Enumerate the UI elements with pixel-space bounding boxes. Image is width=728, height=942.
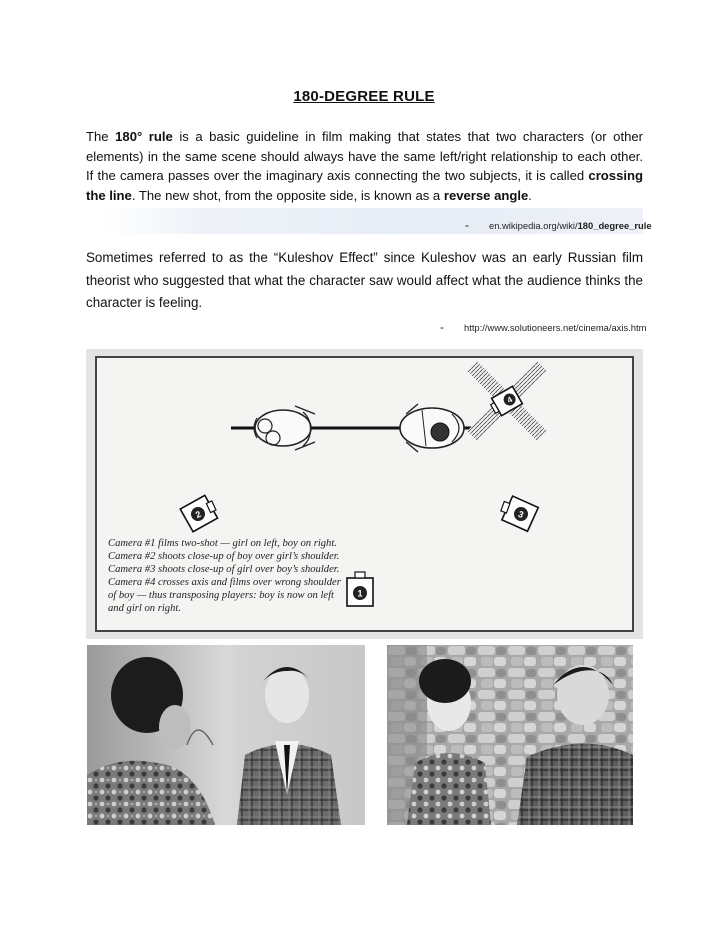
text-segment: . The new shot, from the opposite side, is known as a (131, 187, 444, 203)
diagram-caption: Camera #1 films two-shot — girl on left, boy on right. Camera #2 shoots close-up of boy over girl’s shoulder. Camera #3 shoots close-up of girl over boy’s shoulder. Camera #4 crosses axis and films over wrong shoulder of boy — thus transposing players: boy is now on left and girl on right. (108, 538, 341, 615)
bold-term-reverse-angle: reverse angle (443, 187, 529, 203)
citation-url[interactable] (489, 220, 652, 231)
camera-2-label: 2 (193, 508, 203, 521)
reverse-angle-photo (387, 645, 633, 825)
two-shot-photo (87, 645, 365, 825)
wikipedia-citation (465, 218, 652, 232)
citation-url-bold: 180_degree_rule (577, 219, 652, 231)
camera-4-label: 4 (505, 394, 515, 405)
camera-3-label: 3 (516, 508, 525, 521)
kuleshov-paragraph: Sometimes referred to as the “Kuleshov Effect” since Kuleshov was an early Russian film theorist who suggested that what the character saw would affect what the audience thinks the character is feeling. (86, 250, 643, 310)
text-segment: . (528, 187, 532, 203)
citation-url-prefix: en.wikipedia.org/wiki/ (489, 219, 578, 231)
citation-dash: - (465, 218, 469, 232)
text-segment: The (86, 129, 116, 144)
bold-term-crossing-the-line: crossing the line (86, 168, 643, 203)
citation-dash: - (440, 320, 444, 334)
citation-url[interactable]: http://www.solutioneers.net/cinema/axis.htm (464, 321, 647, 333)
page-title: 180-DEGREE RULE (293, 88, 435, 105)
bold-term-180-rule: 180° rule (115, 129, 173, 144)
solutioneers-citation (440, 320, 646, 334)
camera-1-label: 1 (357, 588, 363, 599)
rule-definition-paragraph (86, 127, 643, 205)
text-segment: is a basic guideline in film making that states that two characters (or other elements) in the same scene should always have the same left/right relationship to each other. If the camera passes over the imaginary axis connecting the two subjects, it is called (86, 129, 644, 183)
